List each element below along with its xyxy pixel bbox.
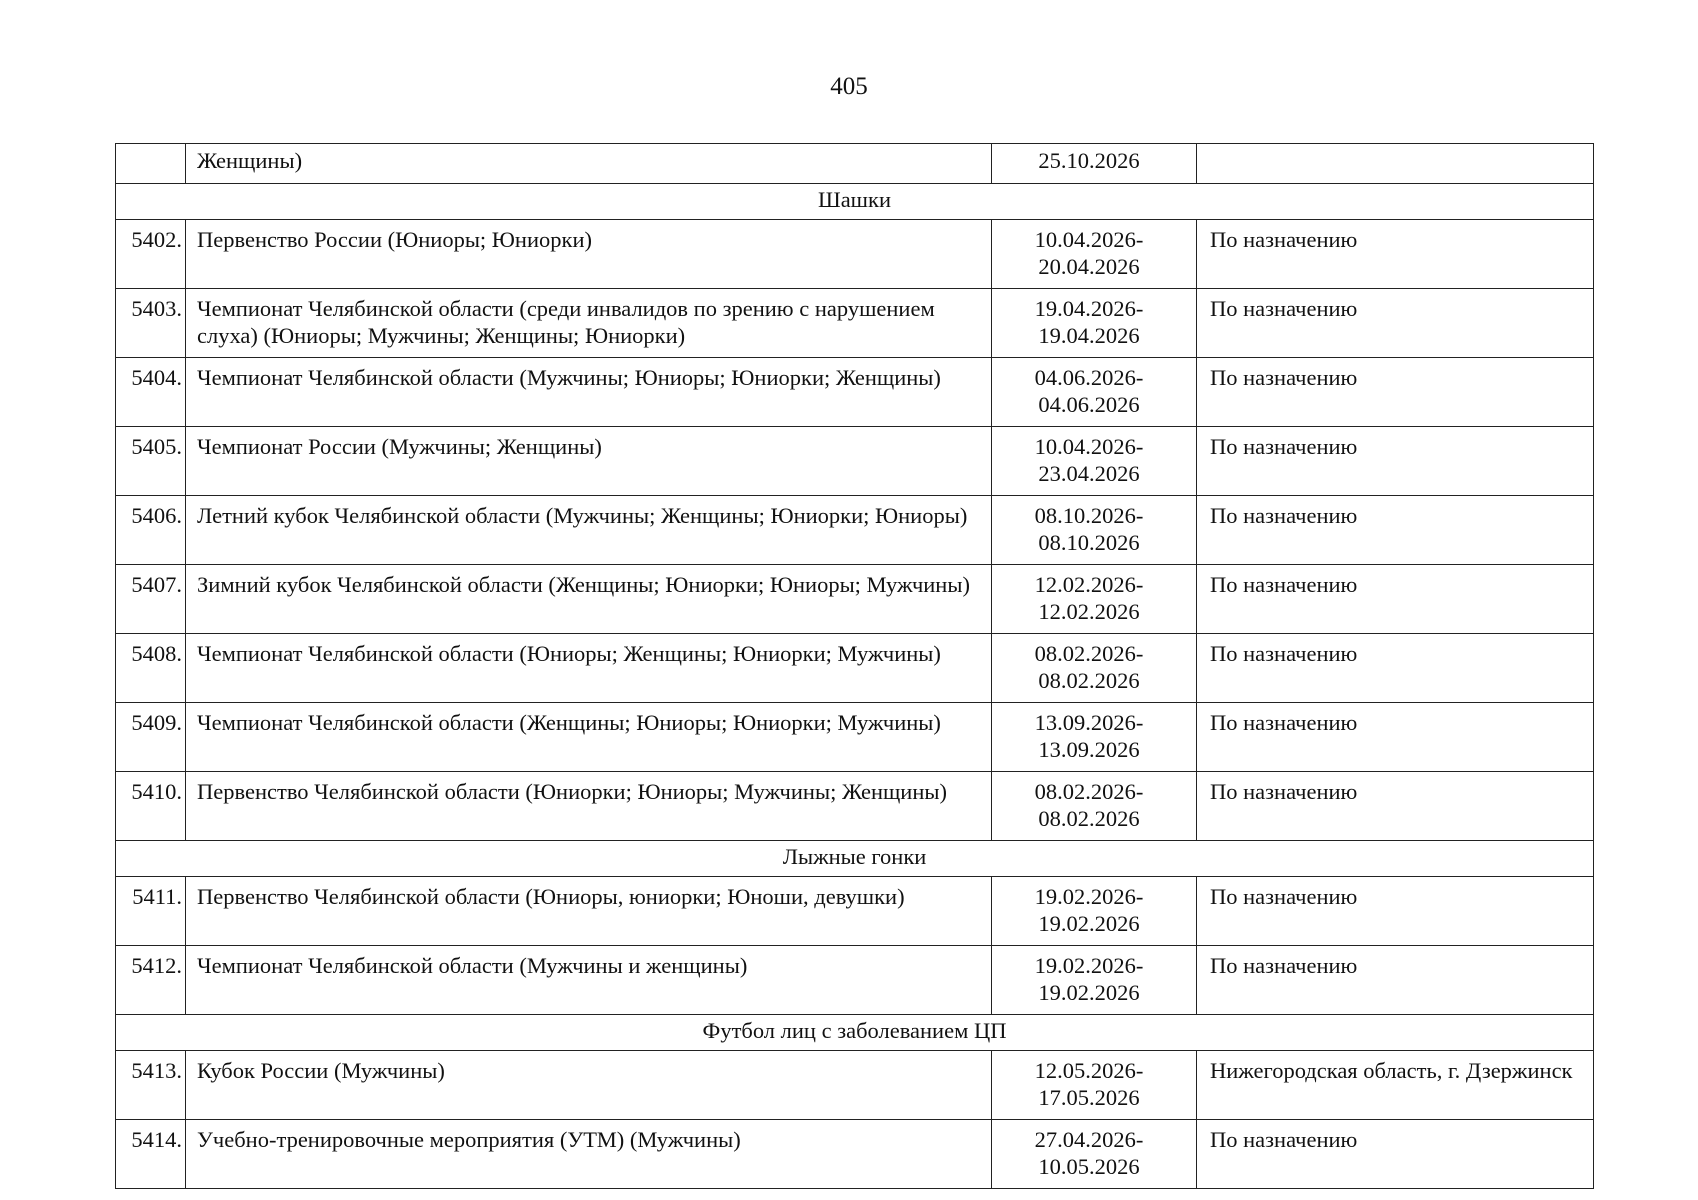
row-number: 5404. (116, 358, 186, 427)
event-date-end: 13.09.2026 (1038, 737, 1140, 762)
event-date-end: 08.02.2026 (1038, 668, 1140, 693)
row-number: 5409. (116, 703, 186, 772)
event-date-start: 19.04.2026- (1034, 296, 1144, 321)
event-dates (992, 565, 1197, 634)
row-number: 5413. (116, 1051, 186, 1120)
event-date-start: 08.02.2026- (1034, 779, 1144, 804)
event-date-start: 12.02.2026- (1034, 572, 1144, 597)
row-number: 5414. (116, 1120, 186, 1189)
table-row (116, 220, 1594, 289)
event-name: Первенство России (Юниоры; Юниорки) (186, 220, 992, 289)
event-date-end: 12.02.2026 (1038, 599, 1140, 624)
row-number (116, 144, 186, 184)
event-place: По назначению (1197, 220, 1594, 289)
section-title: Футбол лиц с заболеванием ЦП (116, 1015, 1594, 1051)
page-number: 405 (830, 73, 868, 100)
event-name: Женщины) (186, 144, 992, 184)
event-date-end: 17.05.2026 (1038, 1085, 1140, 1110)
row-number: 5403. (116, 289, 186, 358)
event-dates: 25.10.2026 (992, 144, 1197, 184)
section-header-row (116, 184, 1594, 220)
section-title: Лыжные гонки (116, 841, 1594, 877)
table-row (116, 946, 1594, 1015)
event-dates (992, 946, 1197, 1015)
event-name: Чемпионат Челябинской области (среди инвалидов по зрению с нарушением слуха) (Юниоры; Мужчины; Женщины; Юниорки) (186, 289, 992, 358)
event-place: По назначению (1197, 565, 1594, 634)
row-number: 5406. (116, 496, 186, 565)
event-place: По назначению (1197, 703, 1594, 772)
event-dates (992, 634, 1197, 703)
event-date-end: 19.04.2026 (1038, 323, 1140, 348)
event-date-start: 10.04.2026- (1034, 227, 1144, 252)
event-date-end: 23.04.2026 (1038, 461, 1140, 486)
event-name: Чемпионат Челябинской области (Мужчины и женщины) (186, 946, 992, 1015)
event-dates (992, 877, 1197, 946)
section-header-row (116, 841, 1594, 877)
table-row (116, 703, 1594, 772)
event-dates (992, 1120, 1197, 1189)
event-date-end: 20.04.2026 (1038, 254, 1140, 279)
table-row (116, 877, 1594, 946)
event-dates (992, 358, 1197, 427)
event-date-end: 04.06.2026 (1038, 392, 1140, 417)
events-table-body (116, 144, 1594, 1189)
event-name: Первенство Челябинской области (Юниоры, юниорки; Юноши, девушки) (186, 877, 992, 946)
row-number: 5405. (116, 427, 186, 496)
event-dates (992, 703, 1197, 772)
event-date-start: 10.04.2026- (1034, 434, 1144, 459)
event-date-start: 04.06.2026- (1034, 365, 1144, 390)
event-date-end: 10.05.2026 (1038, 1154, 1140, 1179)
event-dates (992, 289, 1197, 358)
row-number: 5407. (116, 565, 186, 634)
events-table (115, 143, 1594, 1189)
table-row (116, 496, 1594, 565)
event-place: По назначению (1197, 1120, 1594, 1189)
event-date-end: 19.02.2026 (1038, 980, 1140, 1005)
event-name: Учебно-тренировочные мероприятия (УТМ) (Мужчины) (186, 1120, 992, 1189)
event-date-end: 08.10.2026 (1038, 530, 1140, 555)
event-date-start: 12.05.2026- (1034, 1058, 1144, 1083)
event-dates (992, 772, 1197, 841)
event-date-end: 19.02.2026 (1038, 911, 1140, 936)
event-place: По назначению (1197, 289, 1594, 358)
table-row (116, 1051, 1594, 1120)
event-date-start: 08.10.2026- (1034, 503, 1144, 528)
table-row (116, 772, 1594, 841)
event-name: Зимний кубок Челябинской области (Женщины; Юниорки; Юниоры; Мужчины) (186, 565, 992, 634)
event-date-start: 08.02.2026- (1034, 641, 1144, 666)
event-name: Первенство Челябинской области (Юниорки; Юниоры; Мужчины; Женщины) (186, 772, 992, 841)
table-row (116, 1120, 1594, 1189)
table-row (116, 289, 1594, 358)
event-date-start: 19.02.2026- (1034, 953, 1144, 978)
event-place: По назначению (1197, 427, 1594, 496)
event-place (1197, 144, 1594, 184)
event-dates (992, 220, 1197, 289)
event-place: По назначению (1197, 946, 1594, 1015)
event-name: Чемпионат Челябинской области (Юниоры; Женщины; Юниорки; Мужчины) (186, 634, 992, 703)
event-name: Чемпионат России (Мужчины; Женщины) (186, 427, 992, 496)
table-row (116, 565, 1594, 634)
event-name: Чемпионат Челябинской области (Женщины; Юниоры; Юниорки; Мужчины) (186, 703, 992, 772)
row-number: 5411. (116, 877, 186, 946)
table-row (116, 358, 1594, 427)
table-row (116, 427, 1594, 496)
event-date-start: 27.04.2026- (1034, 1127, 1144, 1152)
event-place: По назначению (1197, 772, 1594, 841)
row-number: 5412. (116, 946, 186, 1015)
continuation-row (116, 144, 1594, 184)
event-place: По назначению (1197, 634, 1594, 703)
section-title: Шашки (116, 184, 1594, 220)
section-header-row (116, 1015, 1594, 1051)
event-date-start: 13.09.2026- (1034, 710, 1144, 735)
event-name: Кубок России (Мужчины) (186, 1051, 992, 1120)
event-dates (992, 496, 1197, 565)
event-name: Летний кубок Челябинской области (Мужчины; Женщины; Юниорки; Юниоры) (186, 496, 992, 565)
row-number: 5408. (116, 634, 186, 703)
event-date-start: 19.02.2026- (1034, 884, 1144, 909)
event-dates (992, 1051, 1197, 1120)
event-place: По назначению (1197, 877, 1594, 946)
event-name: Чемпионат Челябинской области (Мужчины; Юниоры; Юниорки; Женщины) (186, 358, 992, 427)
event-place: По назначению (1197, 496, 1594, 565)
row-number: 5402. (116, 220, 186, 289)
table-row (116, 634, 1594, 703)
event-date-end: 08.02.2026 (1038, 806, 1140, 831)
event-dates (992, 427, 1197, 496)
event-place: Нижегородская область, г. Дзержинск (1197, 1051, 1594, 1120)
event-place: По назначению (1197, 358, 1594, 427)
row-number: 5410. (116, 772, 186, 841)
